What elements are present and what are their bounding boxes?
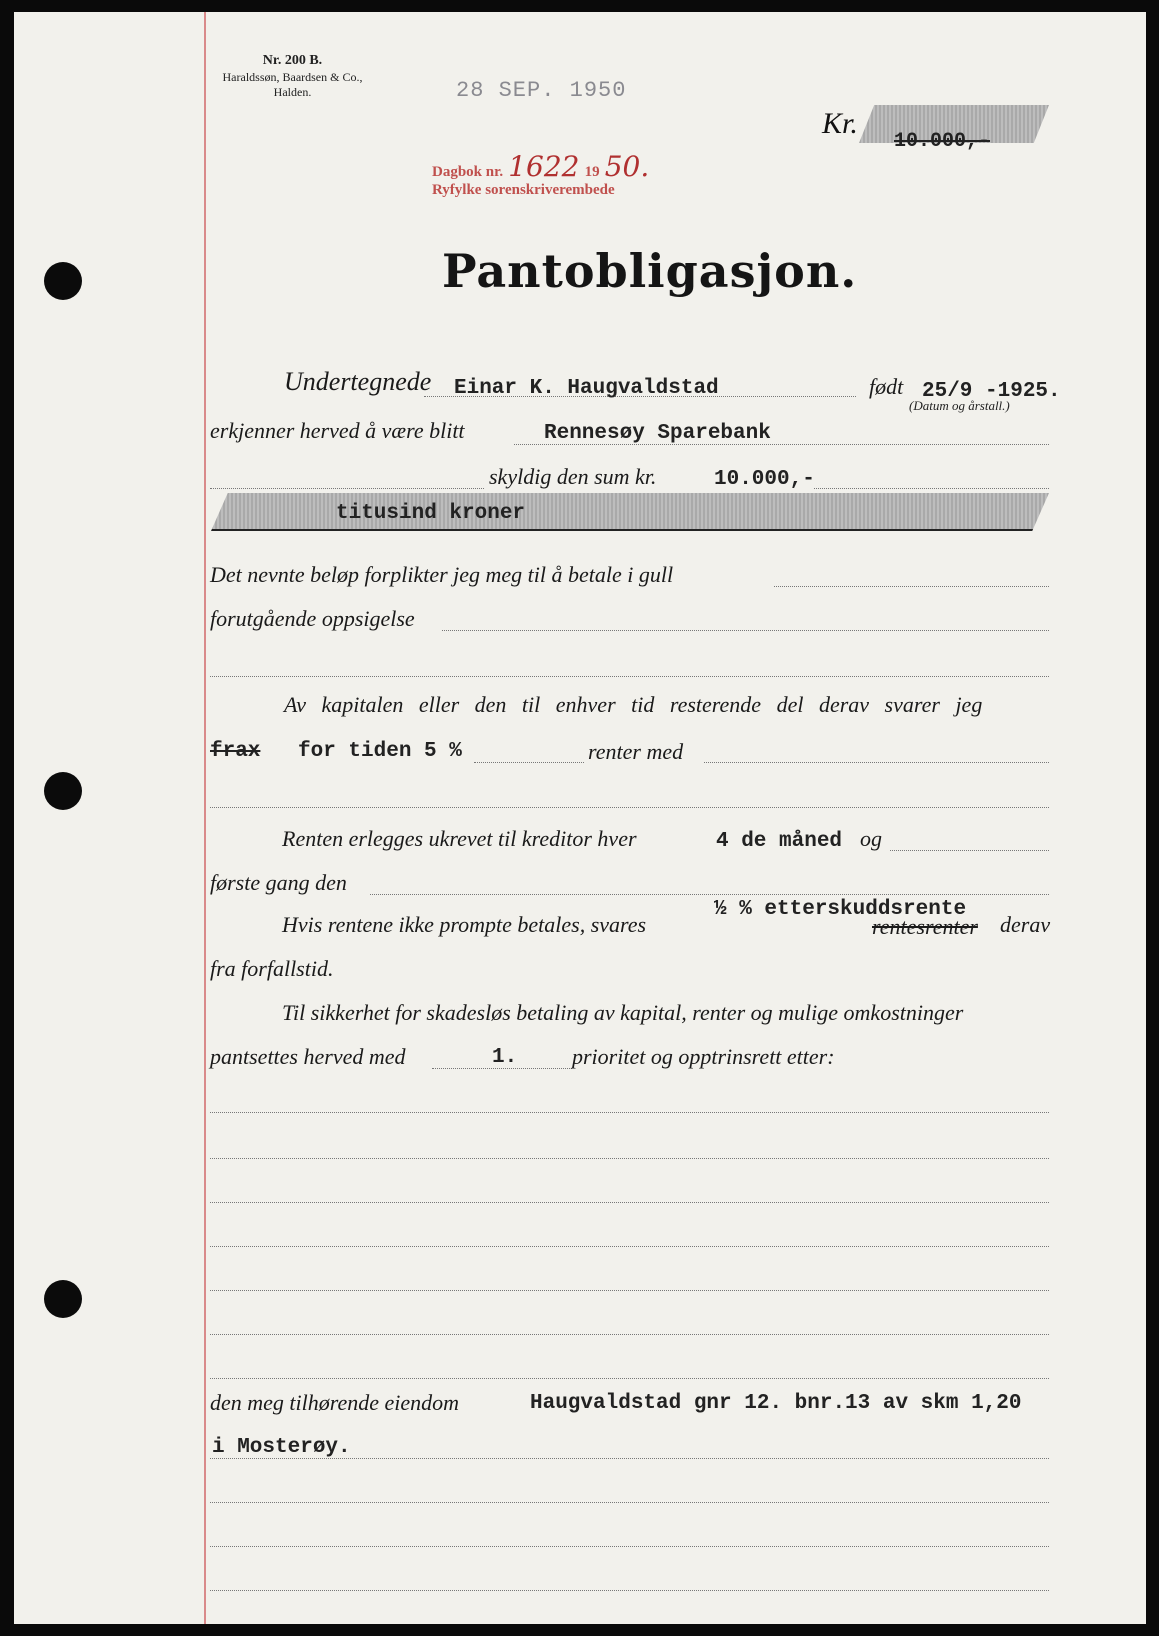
document-title: Pantobligasjon.	[442, 244, 858, 298]
dotted-line	[210, 1590, 1049, 1591]
property-value: Haugvaldstad gnr 12. bnr.13 av skm 1,20	[530, 1392, 1022, 1415]
document-page	[14, 12, 1146, 1624]
dotted-line	[474, 762, 584, 763]
payment-first: første gang den	[210, 870, 347, 895]
interest-label: renter med	[588, 739, 684, 764]
sum-label: skyldig den sum kr.	[489, 464, 657, 489]
interest-line-1: Av kapitalen eller den til enhver tid resterende del derav svarer jeg	[284, 692, 983, 717]
dotted-line	[210, 1158, 1049, 1159]
obligation-line-1: Det nevnte beløp forplikter jeg meg til å betale i gull	[210, 562, 674, 587]
date-stamp: 28 SEP. 1950	[456, 78, 627, 103]
property-label: den meg tilhørende eiendom	[210, 1390, 460, 1415]
dotted-line	[370, 894, 1049, 895]
late-rate: ½ % etterskuddsrente	[714, 898, 967, 921]
punch-hole	[44, 1280, 82, 1318]
priority-label: prioritet og opptrinsrett etter:	[572, 1044, 835, 1069]
dotted-line	[210, 807, 1049, 808]
sum-in-words: titusind kroner	[336, 502, 526, 525]
dotted-line	[814, 488, 1049, 489]
payment-line-1: Renten erlegges ukrevet til kreditor hver	[282, 826, 637, 851]
obligation-line-2: forutgående oppsigelse	[210, 606, 415, 631]
dotted-line	[890, 850, 1049, 851]
dotted-line	[210, 1202, 1049, 1203]
late-derav: derav	[1000, 912, 1051, 937]
born-value: 25/9 -1925.	[922, 380, 1061, 403]
property-value-2: i Mosterøy.	[212, 1436, 351, 1459]
dotted-line	[442, 630, 1049, 631]
dotted-line	[210, 1502, 1049, 1503]
interest-rate: for tiden 5 %	[298, 740, 462, 763]
margin-line	[204, 12, 206, 1624]
printer-line-3: Halden.	[273, 84, 312, 99]
amount-value: 10.000,-	[894, 130, 991, 153]
punch-hole	[44, 262, 82, 300]
interest-struck: frax	[210, 740, 261, 763]
printer-line-1: Nr. 200 B.	[262, 53, 323, 68]
dotted-line	[210, 1246, 1049, 1247]
dagbok-number: 1622	[508, 150, 580, 183]
debtor-name: Einar K. Haugvaldstad	[454, 377, 719, 400]
late-text: Hvis rentene ikke prompte betales, svares	[282, 912, 647, 937]
dotted-line	[210, 1378, 1049, 1379]
dagbok-year-prefix: 19	[584, 164, 600, 180]
dotted-line	[210, 1334, 1049, 1335]
born-label: født	[869, 374, 904, 399]
debtor-label: Undertegnede	[284, 367, 432, 396]
dotted-line	[210, 676, 1049, 677]
priority-value: 1.	[492, 1046, 518, 1069]
late-struck: rentesrenter	[872, 914, 978, 939]
amount-label: Kr.	[822, 107, 858, 140]
dotted-line	[210, 488, 484, 489]
creditor-label: erkjenner herved å være blitt	[210, 418, 465, 443]
late-line-2: fra forfallstid.	[210, 956, 334, 981]
dotted-line	[704, 762, 1049, 763]
dagbok-label: Dagbok nr.	[432, 164, 504, 180]
payment-and: og	[860, 826, 882, 851]
security-line-1: Til sikkerhet for skadesløs betaling av kapital, renter og mulige omkostninger	[282, 1000, 964, 1025]
printer-info	[210, 52, 375, 100]
printer-line-2: Haraldssøn, Baardsen & Co.,	[222, 69, 363, 84]
dagbok-stamp	[432, 150, 649, 183]
dotted-line	[210, 1546, 1049, 1547]
sum-value: 10.000,-	[714, 468, 815, 491]
dagbok-year-suffix: 50.	[604, 150, 650, 183]
punch-hole	[44, 772, 82, 810]
born-hint: (Datum og årstall.)	[909, 398, 1010, 413]
dotted-line	[210, 1290, 1049, 1291]
pledge-label: pantsettes herved med	[210, 1044, 406, 1069]
payment-period: 4 de måned	[716, 830, 843, 853]
dotted-line	[774, 586, 1049, 587]
dotted-line	[210, 1112, 1049, 1113]
office-stamp: Ryfylke sorenskriverembede	[432, 182, 615, 198]
creditor-name: Rennesøy Sparebank	[544, 422, 771, 445]
